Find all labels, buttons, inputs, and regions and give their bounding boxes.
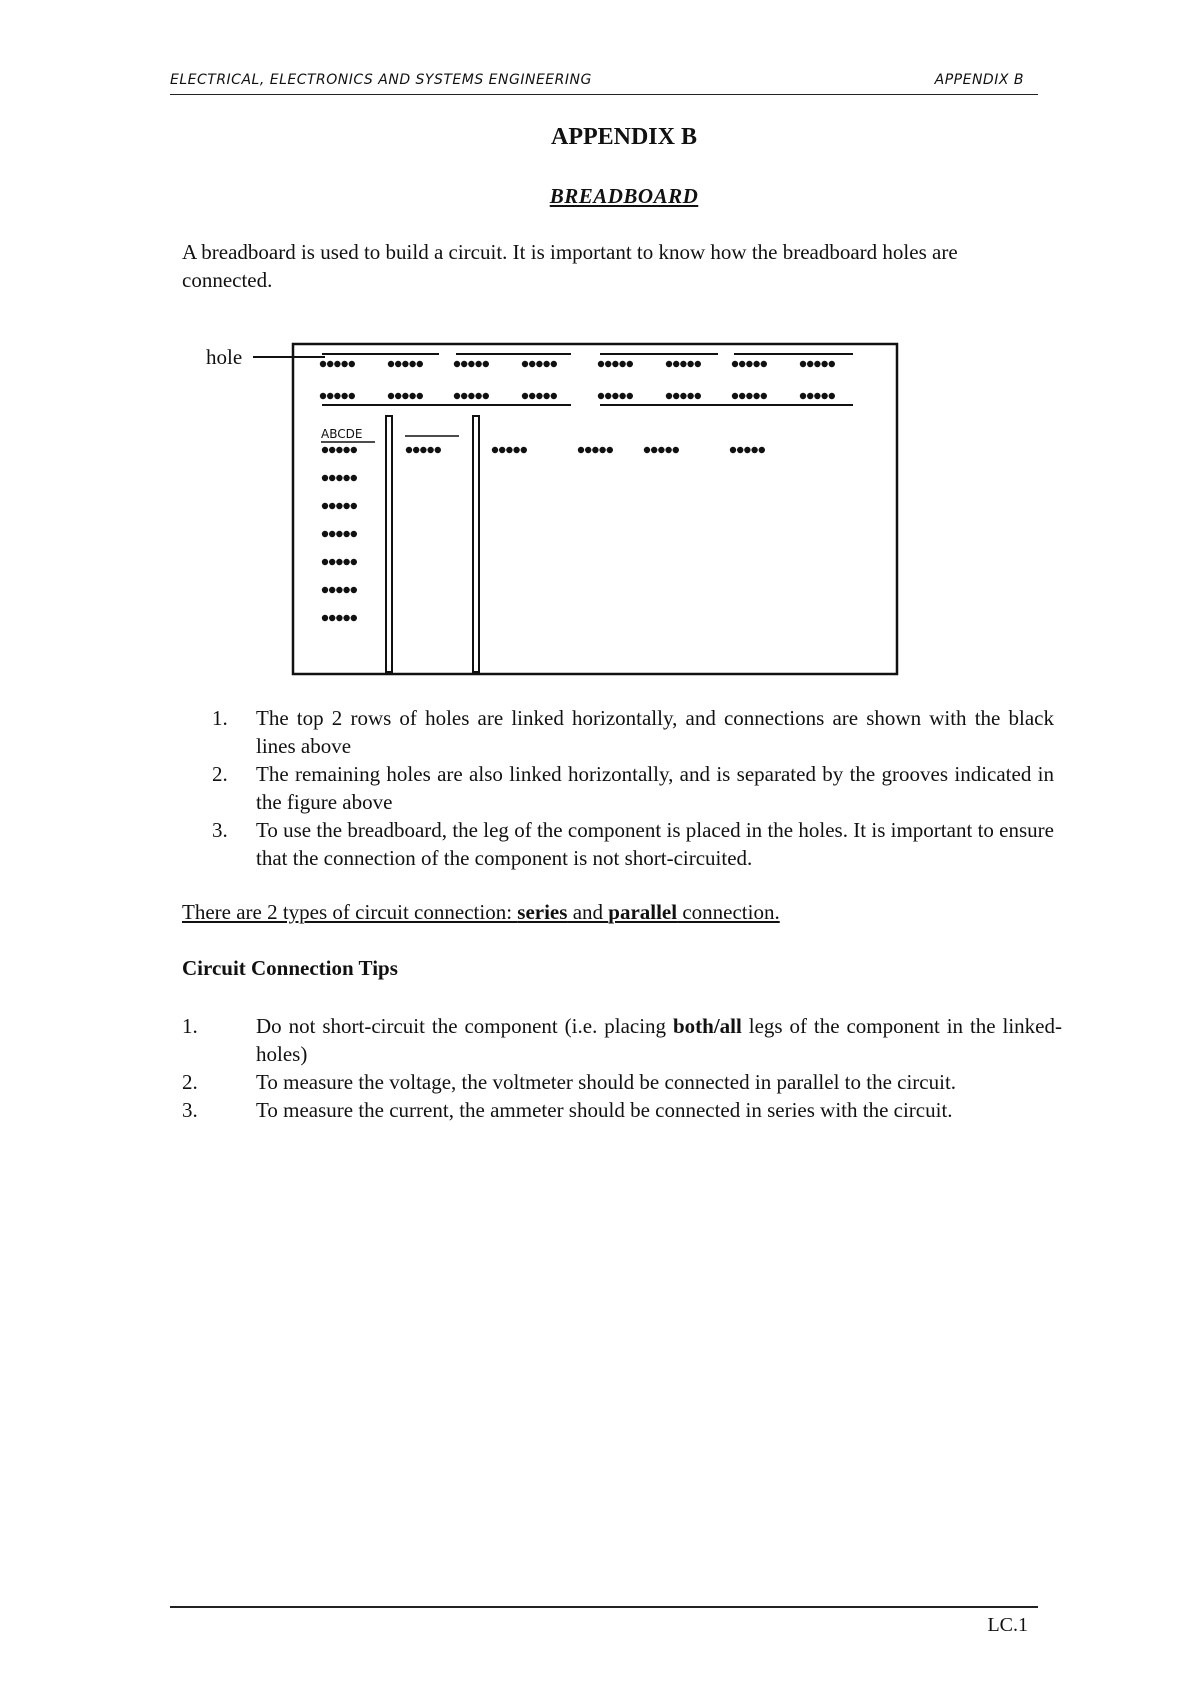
hole-dot bbox=[513, 447, 519, 453]
hole-dot bbox=[551, 393, 557, 399]
hole-dot bbox=[329, 503, 335, 509]
hole-dot bbox=[322, 447, 328, 453]
hole-dot bbox=[746, 393, 752, 399]
hole-dot bbox=[341, 361, 347, 367]
page-header bbox=[170, 72, 1038, 95]
breadboard-notes-list bbox=[212, 704, 1054, 872]
hole-dot bbox=[351, 615, 357, 621]
hole-dot bbox=[435, 447, 441, 453]
footer-rule bbox=[170, 1606, 1038, 1608]
hole-dot bbox=[343, 531, 349, 537]
hole-dot bbox=[322, 587, 328, 593]
hole-dot bbox=[329, 531, 335, 537]
hole-dot bbox=[334, 361, 340, 367]
hole-dot bbox=[680, 393, 686, 399]
hole-dot bbox=[800, 393, 806, 399]
connection-types-sentence: There are 2 types of circuit connection: series and parallel connection. bbox=[182, 900, 780, 924]
hole-dot bbox=[343, 475, 349, 481]
hole-dot bbox=[651, 447, 657, 453]
hole-dot bbox=[343, 587, 349, 593]
hole-dot bbox=[402, 393, 408, 399]
hole-dot bbox=[529, 393, 535, 399]
hole-dot bbox=[492, 447, 498, 453]
hole-dot bbox=[578, 447, 584, 453]
hole-dot bbox=[522, 361, 528, 367]
hole-label: hole bbox=[206, 345, 243, 369]
hole-dot bbox=[351, 475, 357, 481]
hole-dot bbox=[592, 447, 598, 453]
hole-dot bbox=[409, 393, 415, 399]
hole-dot bbox=[322, 615, 328, 621]
breadboard-figure bbox=[180, 330, 920, 690]
hole-dot bbox=[680, 361, 686, 367]
hole-dot bbox=[821, 361, 827, 367]
hole-dot bbox=[475, 393, 481, 399]
hole-dot bbox=[454, 393, 460, 399]
page-number: LC.1 bbox=[987, 1614, 1028, 1636]
hole-dot bbox=[759, 447, 765, 453]
hole-dot bbox=[744, 447, 750, 453]
hole-dot bbox=[327, 393, 333, 399]
hole-dot bbox=[336, 559, 342, 565]
hole-dot bbox=[585, 447, 591, 453]
hole-dot bbox=[536, 361, 542, 367]
hole-dot bbox=[499, 447, 505, 453]
hole-dot bbox=[336, 503, 342, 509]
hole-dot bbox=[395, 361, 401, 367]
hole-dot bbox=[395, 393, 401, 399]
hole-dot bbox=[468, 361, 474, 367]
hole-dot bbox=[336, 447, 342, 453]
hole-dot bbox=[468, 393, 474, 399]
hole-dot bbox=[420, 447, 426, 453]
hole-dot bbox=[598, 393, 604, 399]
hole-dot bbox=[627, 361, 633, 367]
hole-dot bbox=[329, 447, 335, 453]
hole-dot bbox=[695, 393, 701, 399]
hole-dot bbox=[761, 361, 767, 367]
hole-dot bbox=[349, 361, 355, 367]
hole-dot bbox=[329, 615, 335, 621]
hole-dot bbox=[612, 393, 618, 399]
hole-dot bbox=[322, 475, 328, 481]
hole-dot bbox=[417, 361, 423, 367]
list-item: 1. Do not short-circuit the component (i.e. placing both/all legs of the component in the linked-holes) bbox=[182, 1014, 1062, 1066]
hole-dot bbox=[341, 393, 347, 399]
hole-dot bbox=[329, 559, 335, 565]
breadboard-outline bbox=[293, 344, 897, 674]
hole-dot bbox=[551, 361, 557, 367]
hole-dot bbox=[461, 393, 467, 399]
hole-dot bbox=[665, 447, 671, 453]
hole-dot bbox=[658, 447, 664, 453]
hole-dot bbox=[406, 447, 412, 453]
hole-dot bbox=[821, 393, 827, 399]
hole-dot bbox=[605, 393, 611, 399]
hole-dot bbox=[461, 361, 467, 367]
tips-list bbox=[182, 1012, 1062, 1124]
hole-dot bbox=[543, 393, 549, 399]
hole-dot bbox=[521, 447, 527, 453]
hole-dot bbox=[751, 447, 757, 453]
series-term: series bbox=[517, 900, 568, 924]
groove bbox=[386, 416, 392, 672]
hole-dot bbox=[814, 393, 820, 399]
hole-dot bbox=[427, 447, 433, 453]
hole-dot bbox=[334, 393, 340, 399]
page-title: APPENDIX B bbox=[550, 124, 697, 150]
hole-dot bbox=[673, 361, 679, 367]
list-item: 2. To measure the voltage, the voltmeter should be connected in parallel to the circuit. bbox=[182, 1070, 957, 1094]
hole-dot bbox=[739, 361, 745, 367]
hole-dot bbox=[322, 531, 328, 537]
column-letters-label: ABCDE bbox=[321, 427, 363, 441]
hole-dot bbox=[320, 393, 326, 399]
hole-dot bbox=[644, 447, 650, 453]
hole-dot bbox=[753, 393, 759, 399]
hole-dot bbox=[598, 361, 604, 367]
hole-dot bbox=[746, 361, 752, 367]
hole-dot bbox=[388, 361, 394, 367]
hole-dot bbox=[409, 361, 415, 367]
hole-dot bbox=[351, 587, 357, 593]
list-item: 1. The top 2 rows of holes are linked horizontally, and connections are shown with the black lines above bbox=[212, 706, 1054, 758]
hole-dot bbox=[536, 393, 542, 399]
hole-dot bbox=[673, 447, 679, 453]
hole-dot bbox=[322, 559, 328, 565]
hole-dot bbox=[807, 393, 813, 399]
hole-dot bbox=[761, 393, 767, 399]
hole-dot bbox=[475, 361, 481, 367]
hole-dot bbox=[829, 393, 835, 399]
hole-dot bbox=[343, 503, 349, 509]
hole-dot bbox=[666, 361, 672, 367]
hole-dot bbox=[322, 503, 328, 509]
hole-dot bbox=[329, 587, 335, 593]
hole-dot bbox=[483, 361, 489, 367]
hole-dot bbox=[627, 393, 633, 399]
hole-dot bbox=[619, 361, 625, 367]
hole-dot bbox=[388, 393, 394, 399]
intro-paragraph: A breadboard is used to build a circuit. It is important to know how the breadboard holes are connected. bbox=[182, 240, 958, 292]
hole-dot bbox=[349, 393, 355, 399]
hole-dot bbox=[329, 475, 335, 481]
hole-dot bbox=[343, 447, 349, 453]
hole-dot bbox=[732, 361, 738, 367]
list-item: 3. To measure the current, the ammeter should be connected in series with the circuit. bbox=[182, 1098, 953, 1122]
hole-dot bbox=[732, 393, 738, 399]
hole-dot bbox=[343, 559, 349, 565]
hole-dot bbox=[730, 447, 736, 453]
hole-dot bbox=[612, 361, 618, 367]
hole-dot bbox=[737, 447, 743, 453]
hole-dot bbox=[829, 361, 835, 367]
list-item: 2. The remaining holes are also linked horizontally, and is separated by the grooves indicated in the figure above bbox=[212, 762, 1054, 814]
header-section: APPENDIX B bbox=[934, 72, 1024, 88]
hole-dot bbox=[417, 393, 423, 399]
header-department: ELECTRICAL, ELECTRONICS AND SYSTEMS ENGINEERING bbox=[170, 72, 592, 88]
hole-dot bbox=[327, 361, 333, 367]
hole-dot bbox=[739, 393, 745, 399]
hole-dot bbox=[753, 361, 759, 367]
hole-dot bbox=[336, 615, 342, 621]
hole-dot bbox=[454, 361, 460, 367]
hole-dot bbox=[351, 559, 357, 565]
hole-dot bbox=[814, 361, 820, 367]
hole-dot bbox=[619, 393, 625, 399]
hole-dot bbox=[336, 475, 342, 481]
hole-dot bbox=[522, 393, 528, 399]
list-item: 3. To use the breadboard, the leg of the component is placed in the holes. It is important to ensure that the connection of the component is not short-circuited. bbox=[212, 818, 1054, 870]
hole-dot bbox=[320, 361, 326, 367]
hole-dot bbox=[351, 503, 357, 509]
hole-dot bbox=[483, 393, 489, 399]
hole-dot bbox=[687, 361, 693, 367]
hole-dot bbox=[695, 361, 701, 367]
hole-dot bbox=[673, 393, 679, 399]
hole-dot bbox=[336, 531, 342, 537]
hole-dot bbox=[402, 361, 408, 367]
hole-dot bbox=[343, 615, 349, 621]
groove bbox=[473, 416, 479, 672]
hole-dot bbox=[336, 587, 342, 593]
hole-dot bbox=[351, 531, 357, 537]
hole-dot bbox=[543, 361, 549, 367]
hole-dot bbox=[687, 393, 693, 399]
parallel-term: parallel bbox=[608, 900, 678, 924]
hole-dot bbox=[607, 447, 613, 453]
hole-dot bbox=[413, 447, 419, 453]
tips-heading: Circuit Connection Tips bbox=[182, 956, 398, 980]
hole-dot bbox=[807, 361, 813, 367]
section-title: BREADBOARD bbox=[549, 184, 699, 208]
hole-dot bbox=[529, 361, 535, 367]
hole-dot bbox=[800, 361, 806, 367]
hole-dot bbox=[666, 393, 672, 399]
hole-dot bbox=[351, 447, 357, 453]
hole-dot bbox=[599, 447, 605, 453]
hole-dot bbox=[506, 447, 512, 453]
hole-dot bbox=[605, 361, 611, 367]
